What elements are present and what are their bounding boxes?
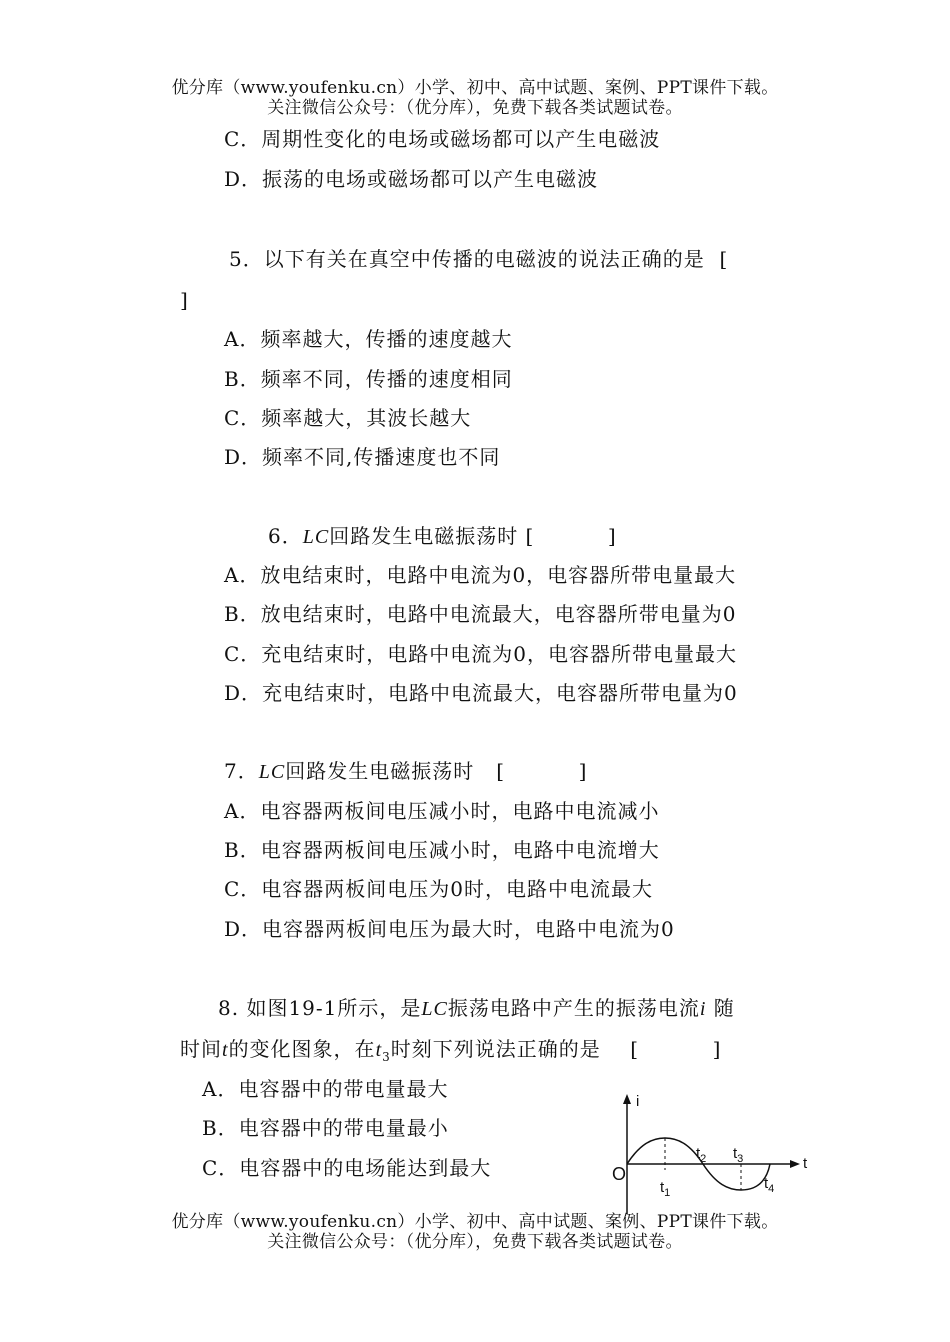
- q6-option-b: B．放电结束时，电路中电流最大，电容器所带电量为0: [224, 602, 737, 626]
- q8-t3-sub: 3: [382, 1050, 391, 1064]
- q8-part3: 随: [706, 996, 735, 1020]
- q8-t3: t: [375, 1039, 383, 1061]
- q7-stem: [224, 758, 587, 785]
- q5-option-b: B．频率不同，传播的速度相同: [224, 367, 513, 391]
- q5-stem: 5．以下有关在真空中传播的电磁波的说法正确的是 [: [229, 247, 729, 271]
- page-header: [0, 78, 950, 118]
- q5-stem-end: ]: [180, 288, 189, 312]
- q6-lc: LC: [302, 526, 330, 548]
- q7-option-b: B．电容器两板间电压减小时，电路中电流增大: [224, 838, 660, 862]
- q8-i: i: [699, 998, 707, 1020]
- figure-19-1-graph: [600, 1092, 820, 1222]
- q8-t: t: [222, 1039, 229, 1061]
- q7-option-d: D．电容器两板间电压为最大时，电路中电流为0: [224, 917, 675, 941]
- t3-label: [733, 1145, 743, 1165]
- q6-stem: [268, 523, 617, 550]
- y-axis-label: i: [636, 1093, 640, 1110]
- y-axis-arrow: [623, 1094, 631, 1104]
- t2-subscript: 2: [700, 1153, 707, 1165]
- q8-stem-line-2: [180, 1036, 721, 1070]
- t1-label: [660, 1179, 670, 1199]
- q6-stem-text: 回路发生电磁振荡时 [ ]: [329, 524, 617, 548]
- t2-label: [696, 1145, 706, 1165]
- footer-line-1: 优分库（www.youfenku.cn）小学、初中、高中试题、案例、PPT课件下载。: [171, 1212, 779, 1232]
- q8-part1: 8. 如图19-1所示，是: [218, 996, 422, 1020]
- q8-option-c: C．电容器中的电场能达到最大: [202, 1156, 492, 1180]
- q5-option-a: A．频率越大，传播的速度越大: [224, 327, 513, 351]
- q4-option-c: C．周期性变化的电场或磁场都可以产生电磁波: [224, 127, 661, 151]
- q8-line2a: 时间: [180, 1037, 222, 1061]
- q7-number: 7．: [224, 759, 259, 783]
- q7-lc: LC: [258, 761, 286, 783]
- q6-number: 6．: [268, 524, 303, 548]
- footer-line-2: 关注微信公众号：（优分库），免费下载各类试题试卷。: [267, 1232, 683, 1252]
- q4-option-d: D．振荡的电场或磁场都可以产生电磁波: [224, 167, 599, 191]
- x-axis-label: t: [803, 1155, 808, 1172]
- t1-letter: t: [660, 1179, 665, 1196]
- q7-option-c: C．电容器两板间电压为0时，电路中电流最大: [224, 877, 654, 901]
- q8-part2: 振荡电路中产生的振荡电流: [447, 996, 700, 1020]
- t3-letter: t: [733, 1145, 738, 1162]
- q8-line2b: 的变化图象，在: [228, 1037, 376, 1061]
- q6-option-d: D．充电结束时，电路中电流最大，电容器所带电量为0: [224, 681, 738, 705]
- q5-option-c: C．频率越大，其波长越大: [224, 406, 472, 430]
- t3-subscript: 3: [737, 1153, 744, 1165]
- q8-lc: LC: [421, 998, 448, 1020]
- q8-option-b: B．电容器中的带电量最小: [202, 1116, 449, 1140]
- t4-subscript: 4: [768, 1183, 775, 1195]
- q7-stem-text: 回路发生电磁振荡时 [ ]: [285, 759, 588, 783]
- q7-option-a: A．电容器两板间电压减小时，电路中电流减小: [224, 799, 660, 823]
- page-footer: [0, 1212, 950, 1252]
- x-axis-arrow: [790, 1160, 800, 1168]
- origin-label: O: [612, 1164, 627, 1184]
- q8-line2c: 时刻下列说法正确的是 [ ]: [390, 1037, 722, 1061]
- q6-option-a: A．放电结束时，电路中电流为0，电容器所带电量最大: [224, 563, 737, 587]
- q5-option-d: D．频率不同,传播速度也不同: [224, 445, 501, 469]
- header-line-1: 优分库（www.youfenku.cn）小学、初中、高中试题、案例、PPT课件下载。: [171, 78, 779, 98]
- t4-label: [764, 1175, 774, 1195]
- header-line-2: 关注微信公众号：（优分库），免费下载各类试题试卷。: [267, 98, 683, 118]
- q6-option-c: C．充电结束时，电路中电流为0，电容器所带电量最大: [224, 642, 738, 666]
- t1-subscript: 1: [664, 1187, 671, 1199]
- q8-option-a: A．电容器中的带电量最大: [202, 1077, 449, 1101]
- t2-letter: t: [696, 1145, 701, 1162]
- q8-stem-line-1: [218, 995, 735, 1022]
- t4-letter: t: [764, 1175, 769, 1192]
